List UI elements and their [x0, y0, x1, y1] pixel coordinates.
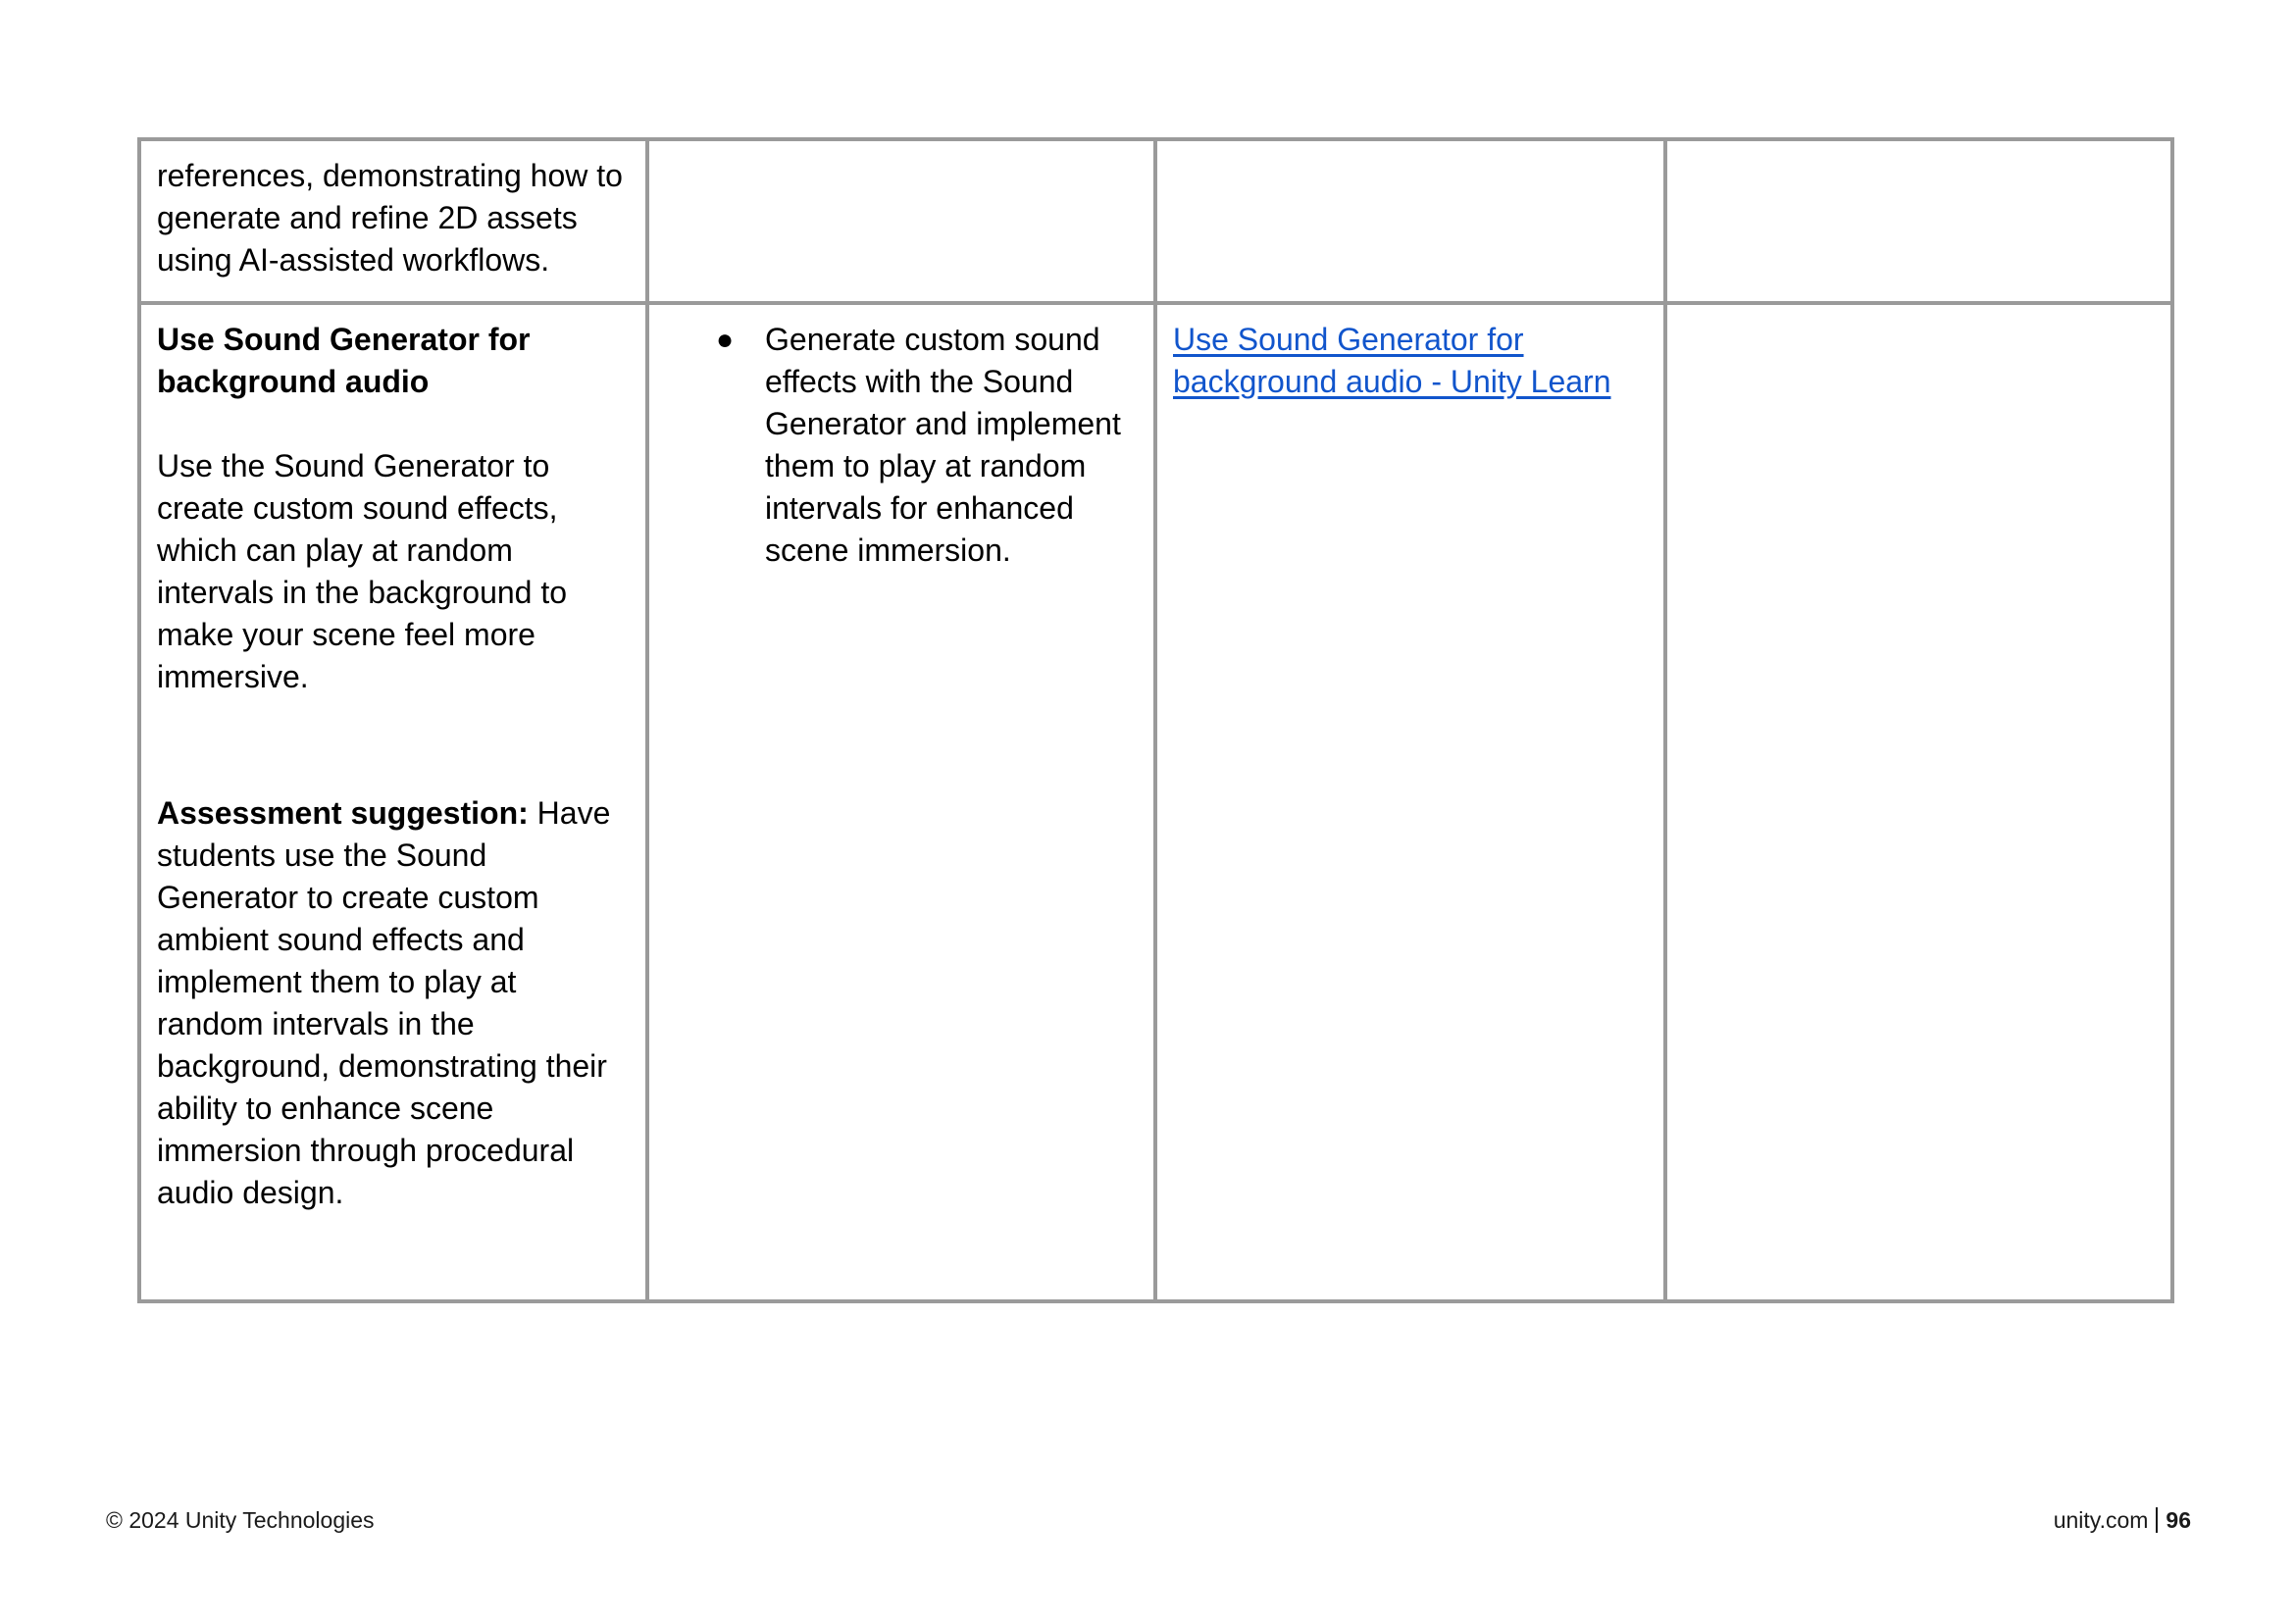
table-cell	[139, 139, 647, 303]
objective-text: Generate custom sound effects with the Sound Generator and implement them to play at random intervals for enhanced scene immersion.	[765, 322, 1121, 568]
bullet-icon: ●	[716, 324, 735, 356]
table-cell	[1155, 139, 1665, 303]
assessment-label: Assessment suggestion:	[157, 795, 529, 831]
table-cell	[139, 303, 647, 1301]
lesson-title: Use Sound Generator for background audio	[157, 322, 531, 399]
assessment-text: Have students use the Sound Generator to create custom ambient sound effects and implement them to play at random intervals in the background, demonstrating their ability to enhance scene immersion through procedural audio design.	[157, 795, 611, 1210]
unity-learn-link[interactable]: Use Sound Generator for background audio - Unity Learn	[1173, 322, 1611, 399]
table-cell	[1155, 303, 1665, 1301]
footer-divider	[2156, 1507, 2158, 1533]
table-row	[139, 139, 2172, 303]
table-cell	[647, 139, 1155, 303]
list-item	[649, 319, 1138, 572]
footer-page-info	[2054, 1506, 2191, 1534]
assessment-suggestion	[157, 792, 630, 1214]
footer-site: unity.com	[2053, 1507, 2149, 1533]
curriculum-table	[137, 137, 2174, 1303]
footer-copyright: © 2024 Unity Technologies	[106, 1507, 375, 1533]
table-row	[139, 303, 2172, 1301]
table-cell	[647, 303, 1155, 1301]
page-number: 96	[2166, 1507, 2191, 1533]
objectives-list	[649, 319, 1138, 572]
continued-description: references, demonstrating how to generate and refine 2D assets using AI-assisted workflows.	[157, 158, 623, 278]
table-cell	[1665, 303, 2172, 1301]
lesson-description: Use the Sound Generator to create custom sound effects, which can play at random intervals in the background to make your scene feel more immersive.	[157, 448, 568, 694]
table-cell	[1665, 139, 2172, 303]
